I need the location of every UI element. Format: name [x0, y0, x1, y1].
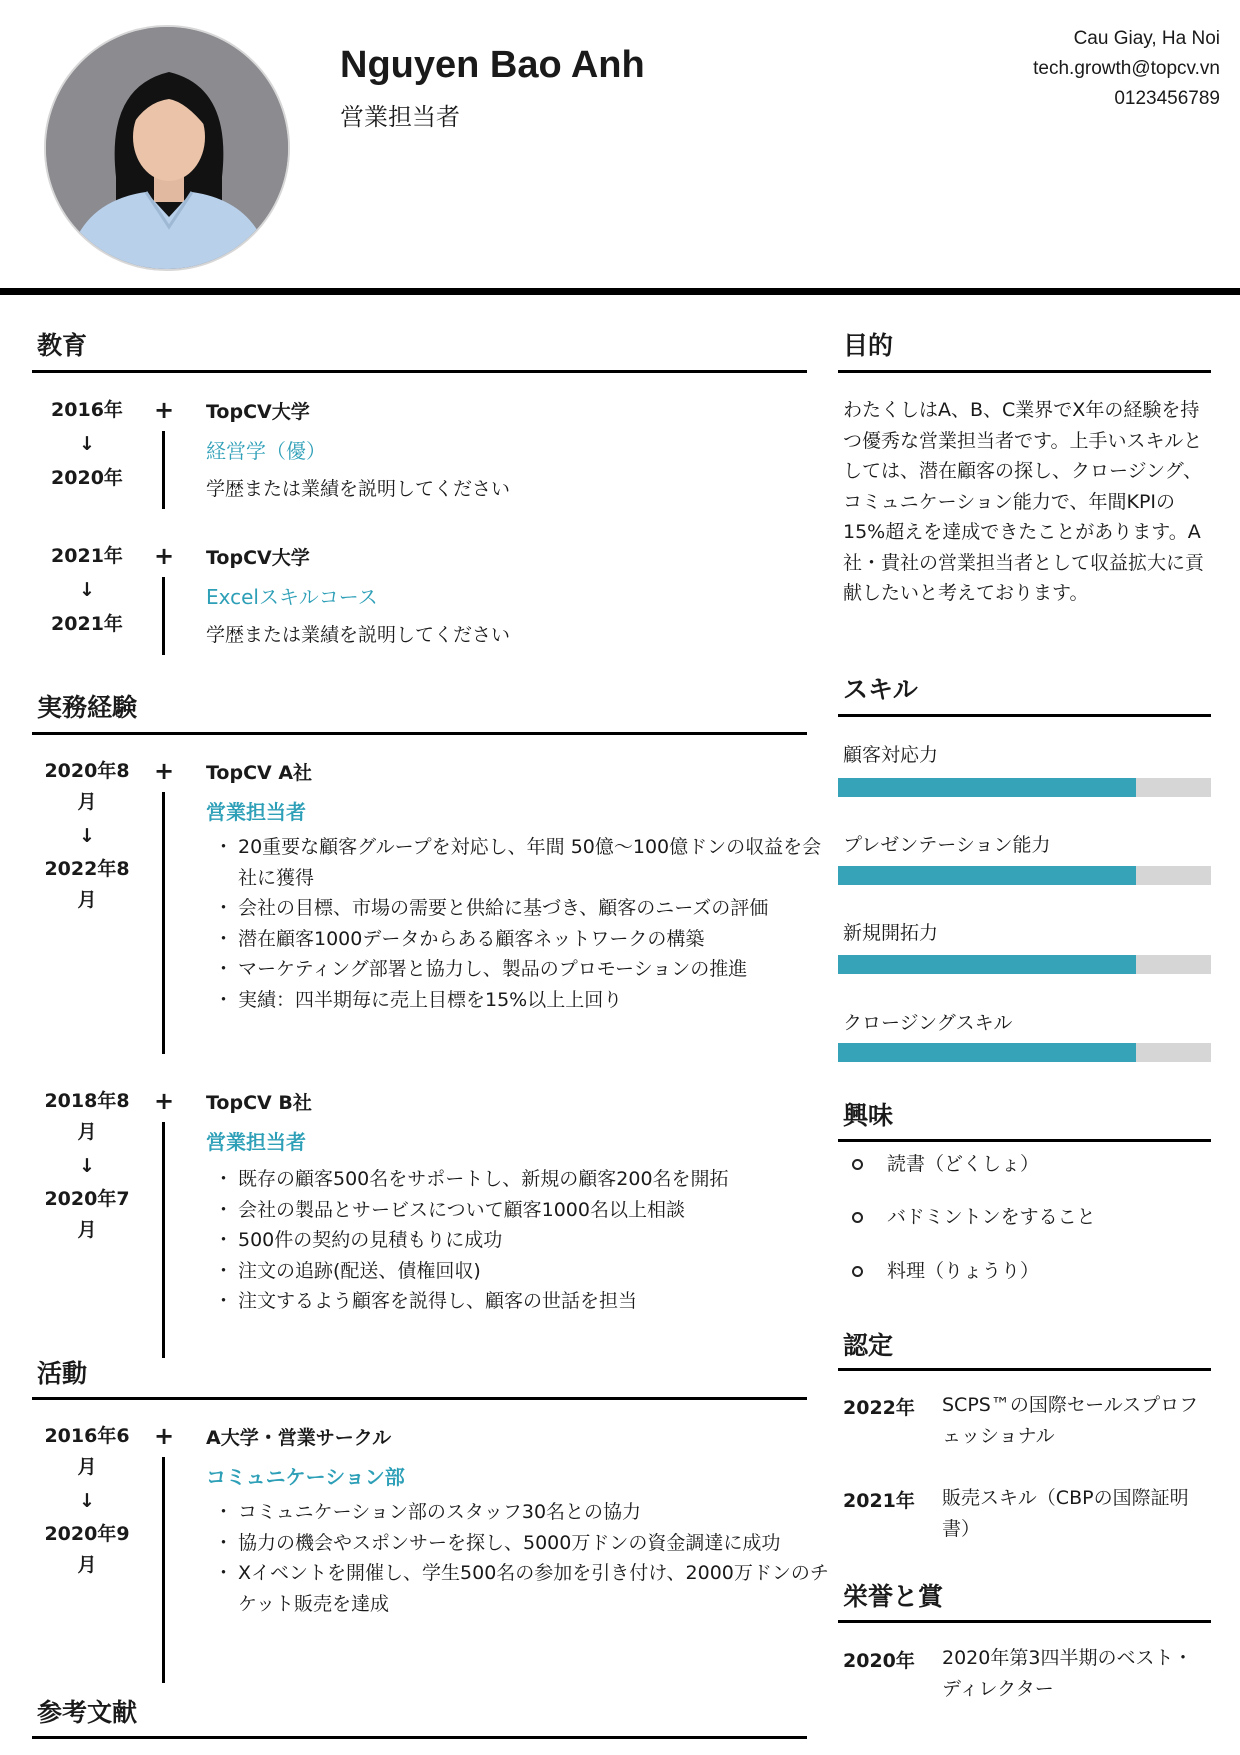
interest-item	[852, 1149, 1039, 1176]
objective-text: わたくしはA、B、C業界でX年の経験を持つ優秀な営業担当者です。上手いスキルとしては、潜在顧客の探し、クロージング、コミュニケーション能力で、年間KPIの15%超えを達成できたことがあります。A社・貴社の営業担当者として収益拡大に貢献したいと考えております。	[843, 399, 1205, 604]
list-item: ・ 既存の顧客500名をサポートし、新規の顧客200名を開拓	[222, 1164, 832, 1195]
degree-name: Excelスキルコース	[206, 585, 378, 609]
organization-name: A大学・営業サークル	[206, 1427, 392, 1449]
plus-icon: +	[154, 396, 175, 424]
date-from: 2021年	[51, 545, 123, 567]
plus-icon: +	[154, 542, 175, 570]
list-item: ・ 協力の機会やスポンサーを探し、5000万ドンの資金調達に成功	[222, 1528, 832, 1559]
phone-text: 0123456789	[1114, 88, 1220, 109]
date-to-month: 月	[77, 1219, 97, 1241]
list-item: ・ 潜在顧客1000データからある顧客ネットワークの構築	[222, 924, 832, 955]
email-text: tech.growth@topcv.vn	[1033, 58, 1220, 79]
skill-bar	[838, 778, 1211, 797]
date-to: 2020年	[51, 467, 123, 489]
education-heading: 教育	[37, 331, 88, 360]
certifications-heading: 認定	[843, 1331, 894, 1360]
circle-bullet-icon	[852, 1212, 863, 1223]
arrow-down-icon: ↓	[79, 579, 95, 601]
objective-rule	[838, 370, 1211, 373]
interest-label: 読書（どくしょ）	[887, 1153, 1040, 1175]
circle-bullet-icon	[852, 1266, 863, 1277]
header-divider	[0, 288, 1240, 295]
date-from: 2016年6	[44, 1425, 130, 1447]
skill-bar-fill	[838, 866, 1136, 885]
list-item: ・ 会社の目標、市場の需要と供給に基づき、顧客のニーズの評価	[222, 893, 832, 924]
date-from: 2016年	[51, 399, 123, 421]
interest-label: バドミントンをすること	[887, 1206, 1096, 1228]
skill-bar	[838, 866, 1211, 885]
interests-rule	[838, 1139, 1211, 1142]
skill-label: 顧客対応力	[843, 744, 939, 766]
date-from-month: 月	[77, 1456, 97, 1478]
experience-rule	[32, 732, 807, 735]
skill-label: 新規開拓力	[843, 922, 939, 944]
skill-bar-fill	[838, 955, 1136, 974]
person-portrait-icon	[46, 27, 290, 271]
arrow-down-icon: ↓	[79, 825, 95, 847]
date-to: 2021年	[51, 613, 123, 635]
activities-heading: 活動	[37, 1359, 88, 1388]
certification-year: 2022年	[843, 1397, 915, 1419]
skills-heading: スキル	[843, 675, 918, 704]
date-from-month: 月	[77, 1121, 97, 1143]
skill-label: プレゼンテーション能力	[843, 834, 1051, 856]
objective-heading: 目的	[843, 331, 894, 360]
plus-icon: +	[154, 1087, 175, 1115]
timeline-line	[162, 792, 165, 1054]
skill-bar-fill	[838, 778, 1136, 797]
job-title: 営業担当者	[340, 103, 460, 131]
interest-item	[852, 1256, 1039, 1283]
company-name: TopCV A社	[206, 762, 313, 784]
list-item: ・ マーケティング部署と協力し、製品のプロモーションの推進	[222, 954, 832, 985]
date-from: 2020年8	[44, 760, 130, 782]
education-description: 学歴または業績を説明してください	[206, 478, 511, 500]
list-item: ・ 実績：四半期毎に売上目標を15%以上上回り	[222, 985, 832, 1016]
activities-rule	[32, 1397, 807, 1400]
timeline-line	[162, 431, 165, 509]
education-description: 学歴または業績を説明してください	[206, 624, 511, 646]
date-to-month: 月	[77, 1554, 97, 1576]
skill-bar	[838, 1043, 1211, 1062]
award-text: 2020年第3四半期のベスト・ディレクター	[942, 1647, 1193, 1700]
arrow-down-icon: ↓	[79, 433, 95, 455]
list-item: ・ Xイベントを開催し、学生500名の参加を引き付け、2000万ドンのチケット販売を達成	[222, 1558, 832, 1619]
contact-block	[1033, 24, 1220, 114]
awards-rule	[838, 1620, 1211, 1623]
school-name: TopCV大学	[206, 401, 310, 423]
list-item: ・ 500件の契約の見積もりに成功	[222, 1225, 832, 1256]
role-name: コミュニケーション部	[206, 1465, 405, 1489]
education-rule	[32, 370, 807, 373]
timeline-line	[162, 577, 165, 655]
plus-icon: +	[154, 1422, 175, 1450]
date-from: 2018年8	[44, 1090, 130, 1112]
certification-year: 2021年	[843, 1490, 915, 1512]
interest-label: 料理（りょうり）	[887, 1260, 1040, 1282]
awards-heading: 栄誉と賞	[843, 1582, 944, 1611]
date-from-month: 月	[77, 791, 97, 813]
list-item: ・ 20重要な顧客グループを対応し、年間 50億～100億ドンの収益を会社に獲得	[222, 832, 832, 893]
list-item: ・ 注文するよう顧客を説得し、顧客の世話を担当	[222, 1286, 832, 1317]
date-to-month: 月	[77, 889, 97, 911]
achievement-list	[222, 1164, 832, 1317]
circle-bullet-icon	[852, 1159, 863, 1170]
achievement-list	[222, 832, 832, 1015]
skill-bar-fill	[838, 1043, 1136, 1062]
references-rule	[32, 1736, 807, 1739]
experience-heading: 実務経験	[37, 693, 138, 722]
timeline-line	[162, 1122, 165, 1358]
interests-heading: 興味	[843, 1101, 894, 1130]
list-item: ・ 会社の製品とサービスについて顧客1000名以上相談	[222, 1195, 832, 1226]
award-year: 2020年	[843, 1650, 915, 1672]
plus-icon: +	[154, 757, 175, 785]
role-name: 営業担当者	[206, 800, 306, 824]
date-to: 2022年8	[44, 858, 130, 880]
date-to: 2020年9	[44, 1523, 130, 1545]
address-text: Cau Giay, Ha Noi	[1073, 28, 1220, 49]
company-name: TopCV B社	[206, 1092, 312, 1114]
list-item: ・ 注文の追跡(配送、債権回収)	[222, 1256, 832, 1287]
arrow-down-icon: ↓	[79, 1490, 95, 1512]
achievement-list	[222, 1497, 832, 1619]
skill-label: クロージングスキル	[843, 1012, 1013, 1034]
school-name: TopCV大学	[206, 547, 310, 569]
role-name: 営業担当者	[206, 1130, 306, 1154]
arrow-down-icon: ↓	[79, 1155, 95, 1177]
skills-rule	[838, 714, 1211, 717]
skill-bar	[838, 955, 1211, 974]
certification-text: 販売スキル（CBPの国際証明書）	[942, 1487, 1189, 1540]
timeline-line	[162, 1457, 165, 1683]
references-heading: 参考文献	[37, 1698, 138, 1727]
list-item: ・ コミュニケーション部のスタッフ30名との協力	[222, 1497, 832, 1528]
date-to: 2020年7	[44, 1188, 130, 1210]
profile-photo	[44, 25, 290, 271]
degree-name: 経営学（優）	[206, 439, 326, 463]
certification-text: SCPS™の国際セールスプロフェッショナル	[942, 1394, 1199, 1447]
certifications-rule	[838, 1368, 1211, 1371]
interest-item	[852, 1202, 1096, 1229]
candidate-name: Nguyen Bao Anh	[340, 44, 645, 86]
